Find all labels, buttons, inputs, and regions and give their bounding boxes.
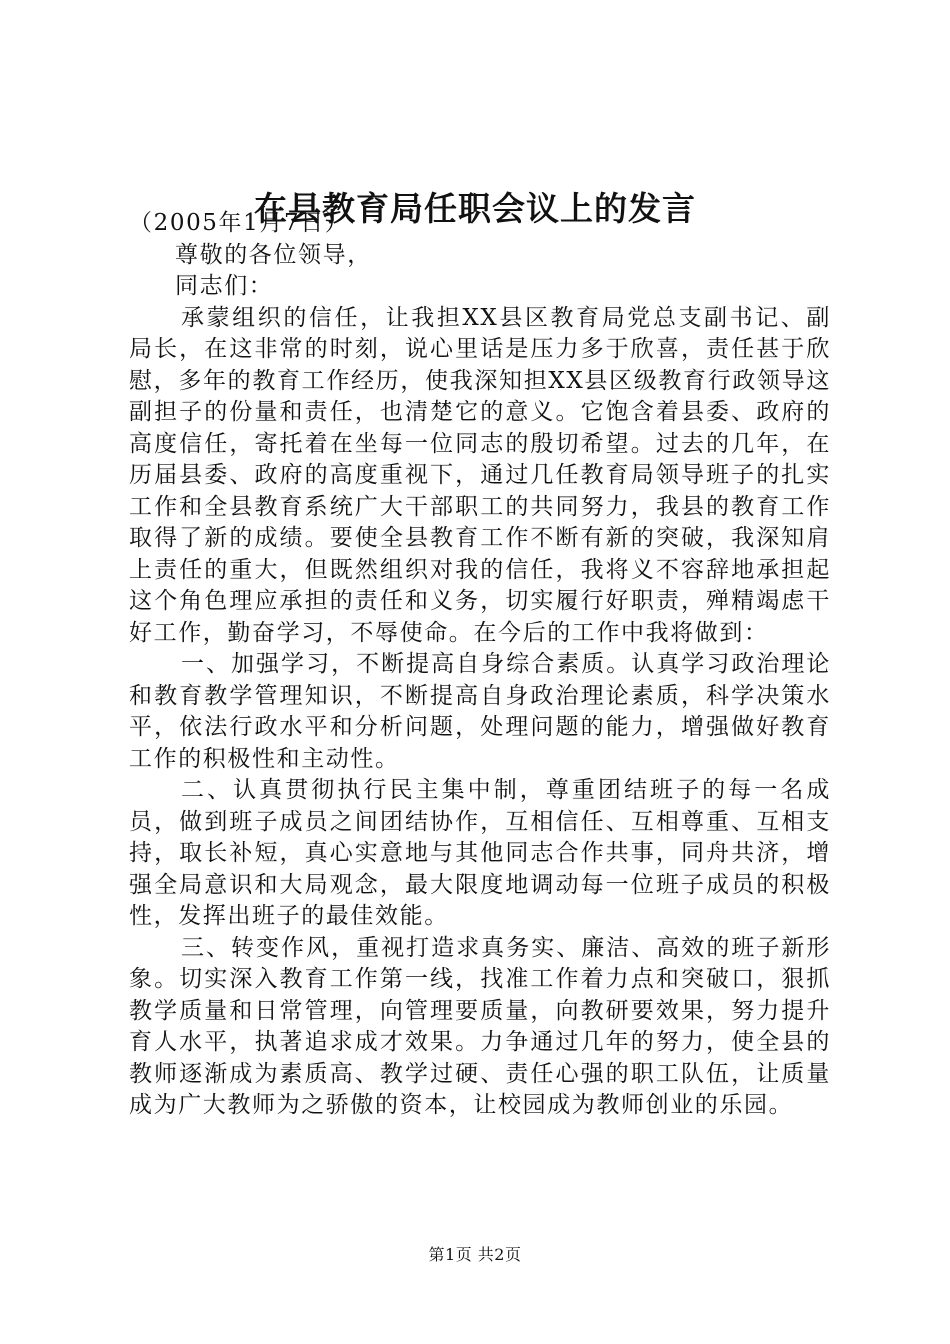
document-body — [129, 208, 831, 1122]
speech-date: （2005年1月7日） — [129, 210, 350, 236]
paragraph-point-2: 二、认真贯彻执行民主集中制，尊重团结班子的每一名成员，做到班子成员之间团结协作，互相信任、互相尊重、互相支持，取长补短，真心实意地与其他同志合作共事，同舟共济，增强全局意识和大局观念，最大限度地调动每一位班子成员的积极性，发挥出班子的最佳效能。 — [129, 777, 831, 929]
salutation-comrades: 同志们： — [175, 273, 274, 299]
salutation-leaders: 尊敬的各位领导， — [175, 241, 372, 268]
document-title: 在县教育局任职会议上的发言 — [254, 189, 696, 228]
page-footer: 第1页 共2页 — [428, 1245, 522, 1264]
paragraph-point-3: 三、转变作风，重视打造求真务实、廉洁、高效的班子新形象。切实深入教育工作第一线，找准工作着力点和突破口，狠抓教学质量和日常管理，向管理要质量，向教研要效果，努力提升育人水平，执著追求成才效果。力争通过几年的努力，使全县的教师逐渐成为素质高、教学过硬、责任心强的职工队伍，让质量成为广大教师为之骄傲的资本，让校园成为教师创业的乐园。 — [129, 934, 831, 1118]
paragraph-intro: 承蒙组织的信任，让我担XX县区教育局党总支副书记、副局长，在这非常的时刻，说心里话是压力多于欣喜，责任甚于欣慰，多年的教育工作经历，使我深知担XX县区级教育行政领导这副担子的份量和责任，也清楚它的意义。它饱含着县委、政府的高度信任，寄托着在坐每一位同志的殷切希望。过去的几年，在历届县委、政府的高度重视下，通过几任教育局领导班子的扎实工作和全县教育系统广大干部职工的共同努力，我县的教育工作取得了新的成绩。要使全县教育工作不断有新的突破，我深知肩上责任的重大，但既然组织对我的信任，我将义不容辞地承担起这个角色理应承担的责任和义务，切实履行好职责，殚精竭虑干好工作，勤奋学习，不辱使命。在今后的工作中我将做到： — [129, 304, 831, 646]
paragraph-point-1: 一、加强学习，不断提高自身综合素质。认真学习政治理论和教育教学管理知识，不断提高自身政治理论素质，科学决策水平，依法行政水平和分析问题，处理问题的能力，增强做好教育工作的积极性和主动性。 — [129, 651, 831, 772]
